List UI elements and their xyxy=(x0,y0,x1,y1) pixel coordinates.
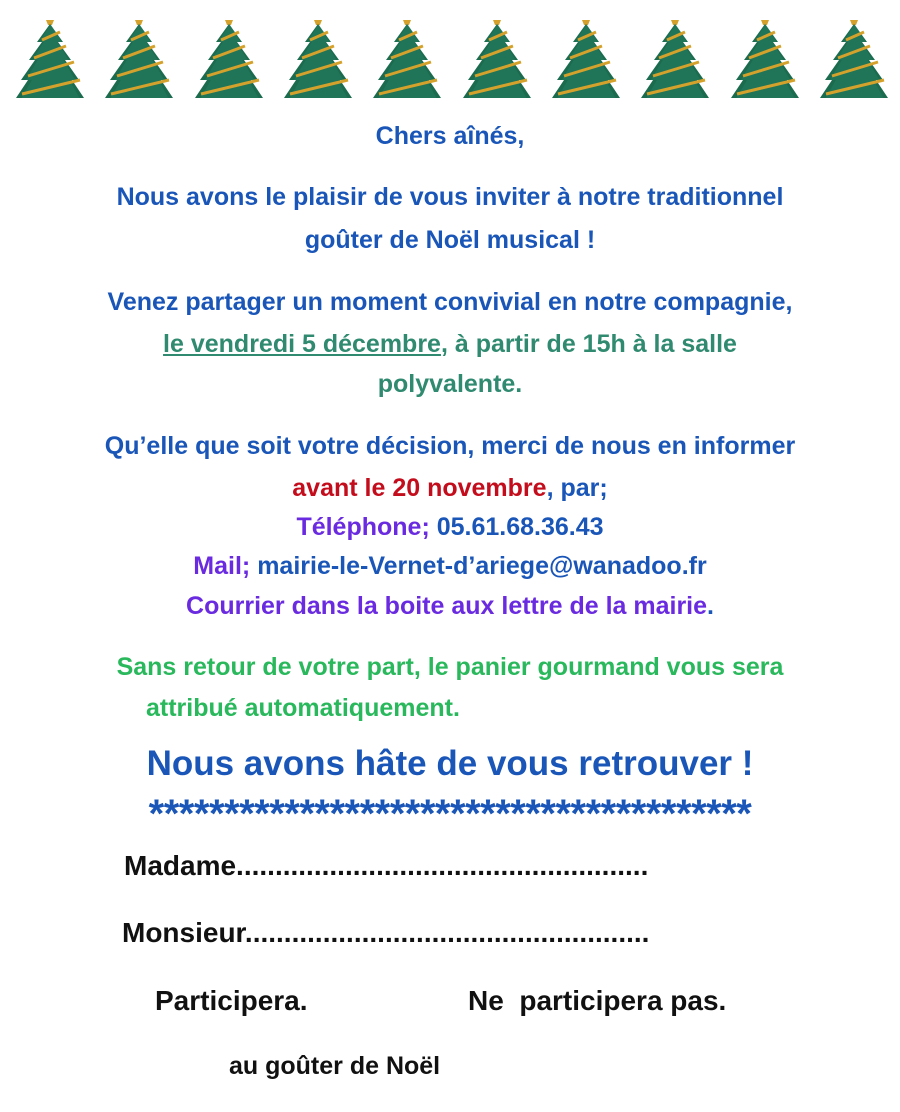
deadline-line xyxy=(0,474,900,503)
christmas-tree-icon xyxy=(818,18,890,102)
monsieur-field[interactable]: Monsieur.................................................... xyxy=(122,917,650,948)
christmas-tree-icon xyxy=(729,18,801,102)
christmas-tree-icon xyxy=(639,18,711,102)
event-time-place: , à partir de 15h à la salle xyxy=(440,330,737,358)
mail-value[interactable]: mairie-le-Vernet-d’ariege@wanadoo.fr xyxy=(250,552,707,580)
post-text: Courrier dans la boite aux lettre de la mairie xyxy=(186,592,708,620)
madame-field[interactable]: Madame..................................................... xyxy=(124,850,649,881)
closing-line: Nous avons hâte de vous retrouver ! xyxy=(146,744,754,783)
christmas-tree-row xyxy=(14,18,890,102)
christmas-tree-icon xyxy=(193,18,265,102)
come-line-2 xyxy=(0,330,900,359)
mail-line xyxy=(0,552,900,581)
event-name: au goûter de Noël xyxy=(229,1052,441,1080)
phone-value: 05.61.68.36.43 xyxy=(429,513,604,541)
deadline-suffix: , par; xyxy=(546,474,608,502)
participate-option[interactable]: Participera. xyxy=(155,985,308,1016)
decision-line: Qu’elle que soit votre décision, merci de nous en informer xyxy=(104,432,796,460)
christmas-tree-icon xyxy=(282,18,354,102)
christmas-tree-icon xyxy=(461,18,533,102)
invite-line-1: Nous avons le plaisir de vous inviter à notre traditionnel xyxy=(116,183,784,211)
invite-line-2: goûter de Noël musical ! xyxy=(304,226,596,254)
phone-label: Téléphone; xyxy=(296,513,430,541)
greeting: Chers aînés, xyxy=(375,122,525,150)
christmas-tree-icon xyxy=(550,18,622,102)
phone-line xyxy=(0,513,900,542)
no-reply-line-1: Sans retour de votre part, le panier gourmand vous sera xyxy=(116,653,784,681)
event-date: le vendredi 5 décembre xyxy=(163,330,441,358)
come-line-3: polyvalente. xyxy=(377,370,523,398)
deadline-date: avant le 20 novembre xyxy=(292,474,547,502)
christmas-tree-icon xyxy=(14,18,86,102)
no-reply-line-2: attribué automatiquement. xyxy=(146,694,460,722)
christmas-tree-icon xyxy=(371,18,443,102)
post-line xyxy=(0,592,900,621)
come-line-1: Venez partager un moment convivial en notre compagnie, xyxy=(107,288,793,316)
mail-label: Mail; xyxy=(193,552,251,580)
not-participate-option[interactable]: Ne participera pas. xyxy=(468,985,727,1016)
christmas-tree-icon xyxy=(103,18,175,102)
separator-stars: **************************************** xyxy=(148,792,752,836)
post-period: . xyxy=(707,592,714,620)
